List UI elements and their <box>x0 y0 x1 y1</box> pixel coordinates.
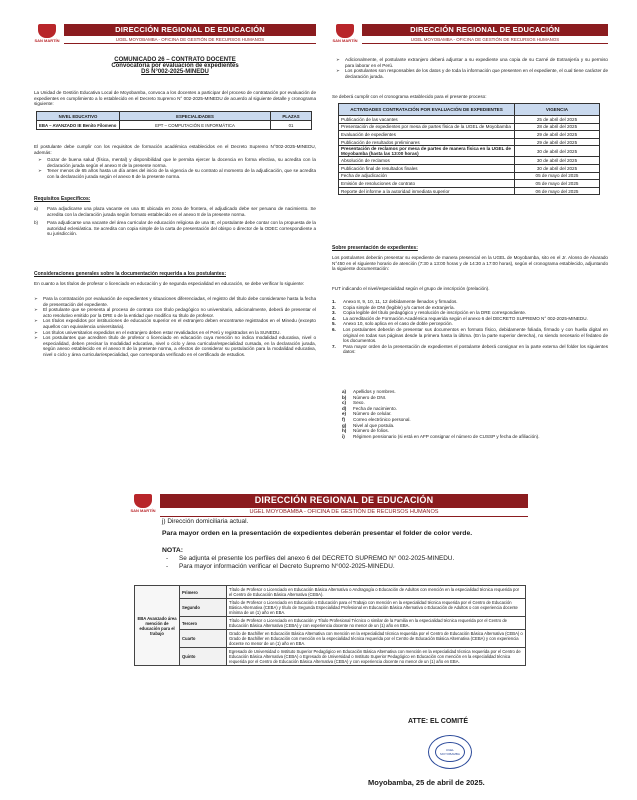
logo-caption: SAN MARTÍN <box>130 508 156 513</box>
page-1 <box>34 20 316 460</box>
table-row: Segundo Título de Profesor o Licenciado en Educación o Educación para el Trabajo con mención en la especialidad técnica requerida por el Centro de Educación Básica Alternativa (CEBA) y título de Segunda Especialidad Profesional en Educación Básica Alternativa o Educación de Adultos o con experiencia docente mínima de un (1) año en EBA. <box>135 599 526 617</box>
list-item: i) Régimen pensionario (si está en AFP consignar el número de CUSSP y fecha de afiliación). <box>342 433 540 439</box>
list-item: ➢ Adicionalmente, el postulante extranjero deberá adjuntar a su expediente una copia de su Carné de Extranjería y su permiso para laborar en el Perú. <box>336 57 608 68</box>
intro-text: La Unidad de Gestión Educativa Local de Moyobamba, convoca a los docentes a participar del proceso de contratación por evaluación de expedientes en cumplimiento a lo establecido en el Decreto Supremo N° 002-2025-MINEDU de acuerdo al siguiente detalle y cronograma siguiente: <box>34 90 316 107</box>
list-item: ➢ Tener menos de 65 años hasta un día antes del inicio de la vigencia de su contrato al momento de la adjudicación, que se acredita con la declaración jurada según el anexo 8 de la presente norma. <box>38 168 316 179</box>
table-header: PLAZAS <box>271 112 312 121</box>
shield-icon <box>134 494 152 508</box>
table-row: Cuarto Grado de Bachiller en Educación Básica Alternativa con mención en la especialidad técnica requerida por el Centro de Educación Básica Alternativa (CEBA) o Grado de Bachiller en Educación con mención en la especialidad técnica requerida por el Centro de Educación Básica Alternativa (CEBA) y con experiencia docente no menor de un (1) año en EBA. <box>135 630 526 648</box>
list-item: 2. Copia simple de DNI (legible) y/o carnet de extranjería. <box>332 304 455 310</box>
table-cell: 01 <box>271 121 312 130</box>
list-item: c) Sexo. <box>342 400 365 406</box>
table-row: Absolución de reclamos 30 de abril del 2025 <box>339 157 600 165</box>
list-item: 5. Anexo 10, solo aplica en el caso de doble percepción. <box>332 321 453 327</box>
table-cell: EPT – COMPUTACIÓN E INFORMÁTICA <box>120 121 271 130</box>
consideraciones-intro: En cuanto a los títulos de profesor o licenciado en educación y de segunda especialidad en educación, se debe verificar lo siguiente: <box>34 281 305 286</box>
header-subtitle: UGEL MOYOBAMBA - OFICINA DE GESTIÓN DE RECURSOS HUMANOS <box>362 35 608 44</box>
cronograma-table <box>338 103 600 195</box>
list-item: 3. Copia legible del título pedagógico y resolución de inscripción en la DRE correspondiente. <box>332 310 527 316</box>
header-subtitle: UGEL MOYOBAMBA - OFICINA DE GESTIÓN DE RECURSOS HUMANOS <box>64 35 316 44</box>
table-row: Presentación de reclamos por mesa de partes de manera física en la UGEL de Moyobamba (hasta las 13:00 horas) 30 de abril del 2025 <box>339 146 600 157</box>
list-item: - Para mayor información verificar el Decreto Supremo N°002-2025-MINEDU. <box>166 562 395 570</box>
table-cell: EBA – AVANZADO IE Benito Filomeno <box>37 121 120 130</box>
ds-title: DS N°002-2025-MINEDU <box>141 69 209 75</box>
table-row: Publicación final de resultados finales 30 de abril del 2025 <box>339 164 600 172</box>
shield-icon <box>336 24 354 38</box>
list-item: b) Número de DNI. <box>342 394 387 400</box>
table-cell: EBA Avanzado área mención de educación para el trabajo <box>135 586 180 666</box>
requisitos-intro: El postulante debe cumplir con los requisitos de formación académica establecidos en el Decreto Supremo N°002-2025-MINEDU, además: <box>34 144 316 155</box>
comunicado-title: COMUNICADO 26 – CONTRATO DOCENTE <box>114 57 236 63</box>
list-item: 7. Para mayor orden de la presentación de expedientes el postulante deberá consignar en la parte externa del folder los siguientes datos: <box>332 343 608 355</box>
table-row: EBA Avanzado área mención de educación para el trabajo Primero Título de Profesor o Licenciado en Educación Básica Alternativa o Andragogía o Educación de Adultos con mención en la especialidad técnica requerida por el Centro de Educación Básica Alternativa (CEBA). <box>135 586 526 599</box>
list-item: ➢ Para la contratación por evaluación de expedientes y situaciones diferenciadas, el registro del título debe considerarse hasta la fecha de presentación del expediente. <box>34 296 316 307</box>
table-row: Evaluación de expedientes 29 de abril del 2025 <box>339 131 600 139</box>
header-title: DIRECCIÓN REGIONAL DE EDUCACIÓN <box>160 494 528 507</box>
logo-left <box>332 24 358 46</box>
header-title: DIRECCIÓN REGIONAL DE EDUCACIÓN <box>64 24 316 35</box>
list-item: ➢ Los postulantes que acrediten título de profesor o licenciado en educación cuya mención no indica modalidad educativa, nivel o especialidad, deben precisar la modalidad educativa, nivel o ciclo y área curricular/especialidad cursada, en la declaración jurada, según anexo establecido en el anexo 8 de la presente norma, a efectos de considerar su postulación para la modalidad educativa, nivel o ciclo y área curricular/especialidad, que corresponda verificado en el certificado de estudios. <box>34 335 316 357</box>
logo-left <box>34 24 60 46</box>
vacancy-table <box>36 111 312 130</box>
list-item: d) Fecha de nacimiento. <box>342 405 397 411</box>
cronograma-intro: Se deberá cumplir con el cronograma establecido para el presente proceso: <box>332 94 487 99</box>
logo-left <box>130 494 156 516</box>
fut-text: FUT indicando el nivel/especialidad según el grupo de inscripción (prelación). <box>332 286 490 291</box>
list-item: 4. La acreditación de Formación Académica requerida según el anexo 6 del DECRETO SUPREMO N° 002-2025-MINEDU. <box>332 315 588 321</box>
list-item: g) Nivel al que postula. <box>342 422 395 428</box>
list-item: - Se adjunta el presente los perfiles del anexo 6 del DECRETO SUPREMO N° 002-2025-MINEDU. <box>166 555 455 562</box>
orden-text: Para mayor orden en la presentación de expedientes deberán presentar el folder de color verde. <box>162 530 473 537</box>
shield-icon <box>38 24 56 38</box>
table-row: Presentación de expedientes por mesa de partes física de la UGEL de Moyobamba 28 de abril del 2025 <box>339 123 600 131</box>
anexo-table <box>134 585 526 666</box>
convocatoria-title: Convocatoria por evaluación de expedientes <box>111 63 239 69</box>
list-item: b) Para adjudicarse una vacante del área curricular de educación religiosa de una IE, el postulante debe contar con la propuesta de la autoridad eclesiástica. Se acredita con copia simple de la carta de presentación del obispo o director de la ODEC correspondiente a su jurisdicción. <box>34 220 316 237</box>
list-item: ➢ Los postulantes son responsables de los datos y de toda la información que presenten en el expediente, el cual tiene carácter de declaración jurada. <box>336 68 608 79</box>
header-title: DIRECCIÓN REGIONAL DE EDUCACIÓN <box>362 24 608 35</box>
nota-label: NOTA: <box>162 547 184 554</box>
list-item: ➢ Los títulos expedidos por instituciones de educación superior en el extranjero deben encontrarse registrados en el Minedu (excepto aquellos con equivalencia universitaria). <box>34 318 316 329</box>
list-item: 6. Los postulantes deberán de presentar sus documentos en formato físico, debidamente foliada, firmado y con huella digital en original en todas sus páginas desde la primera hasta la última. (En la parte superior derecha), no siendo necesario el fedateo de los documentos. <box>332 326 608 344</box>
sobre-text: Los postulantes deberán presentar su expediente de manera presencial en la UGEL de Moyobamba, sito en el Jr. Alonso de Alvarado N°450 en el siguiente horario de atención (7:30 a 13:00 horas y de 14:30 a 17:00 horas), según el cronograma establecido, adjuntando la siguiente documentación: <box>332 255 608 272</box>
table-header: ESPECIALIDADES <box>120 112 271 121</box>
consideraciones-title: Consideraciones generales sobre la documentación requerida a los postulantes: <box>34 271 226 277</box>
table-row: Tercero Título de Profesor o Licenciado en Educación y Título Profesional Técnico o similar de la Familia en la especialidad técnica requerida por el Centro de Educación Básica Alternativa (CEBA) y con experiencia docente no menor de un (1) año en EBA. <box>135 617 526 630</box>
logo-caption: SAN MARTÍN <box>34 38 60 43</box>
list-item: ➢ El postulante que se presenta al proceso de contrato con título pedagógico no universitario, adicionalmente, deberá de presentar el acto resolutivo emitido por la DRE o de la entidad que modifico su título de profesor. <box>34 307 316 318</box>
table-row: Emisión de resoluciones de contrato 05 de mayo del 2025 <box>339 180 600 188</box>
item-j: j) Dirección domiciliaria actual. <box>162 518 249 525</box>
seal-text: UGEL MOYOBAMBA <box>435 742 465 762</box>
page-2 <box>332 20 608 460</box>
list-item: a) Para adjudicarse una plaza vacante en una IE ubicada en zona de frontera, el adjudicado debe ser peruano de nacimiento. Se acredita con la declaración jurada según formato establecido en el anexo 8 de la presente norma. <box>34 206 316 217</box>
seal-stamp <box>428 735 472 769</box>
list-item: 1. Anexo 8, 9, 10, 11, 12 debidamente llenados y firmados. <box>332 299 458 304</box>
table-header: NIVEL EDUCATIVO <box>37 112 120 121</box>
list-item: h) Número de folios. <box>342 428 390 434</box>
page-3 <box>128 490 528 790</box>
table-row: Publicación de las vacantes 25 de abril del 2025 <box>339 116 600 124</box>
table-row: Publicación de resultados preliminares 29 de abril del 2025 <box>339 138 600 146</box>
list-item: ➢ Los títulos universitarios expedidos en el extranjero deben estar revalidados en el Perú y registrados en la SUNEDU. <box>34 329 281 335</box>
list-item: a) Apellidos y nombres. <box>342 389 396 394</box>
table-header: ACTIVIDADES CONTRATACIÓN POR EVALUACIÓN DE EXPEDIENTES <box>339 104 515 116</box>
table-row: Fecha de adjudicación 05 de mayo del 2025 <box>339 172 600 180</box>
list-item: e) Número de celular. <box>342 411 392 417</box>
table-header: VIGENCIA <box>515 104 600 116</box>
header-subtitle: UGEL MOYOBAMBA - OFICINA DE GESTIÓN DE RECURSOS HUMANOS <box>160 507 528 517</box>
logo-caption: SAN MARTÍN <box>332 38 358 43</box>
requisitos-especificos-title: Requisitos Específicos: <box>34 196 91 202</box>
table-row: Reporte del informe a la autoridad inmediata superior 06 de mayo del 2025 <box>339 187 600 195</box>
sobre-title: Sobre presentación de expedientes: <box>332 245 418 251</box>
fecha-text: Moyobamba, 25 de abril de 2025. <box>368 778 485 787</box>
list-item: ➢ Gozar de buena salud (física, mental) y disponibilidad que le permita ejercer la docencia en forma efectiva, su acredita con la declaración jurada según el anexo 8 de la presente norma. <box>38 157 316 168</box>
list-item: f) Correo electrónico personal. <box>342 416 411 422</box>
atte-label: ATTE: EL COMITÉ <box>408 718 469 725</box>
table-row: Quinto Egresado de Universidad o Instituto Superior Pedagógico en Educación Básica Alternativa con mención en la especialidad técnica requerida por el Centro de Educación Básica Alternativa (CEBA) o Egresado de Universidad o Instituto Superior Pedagógico en Educación con mención en la especialidad técnica requerida por el Centro de Educación Básica Alternativa (CEBA) y con experiencia docente no menor de un (1) año en EBA. <box>135 648 526 666</box>
